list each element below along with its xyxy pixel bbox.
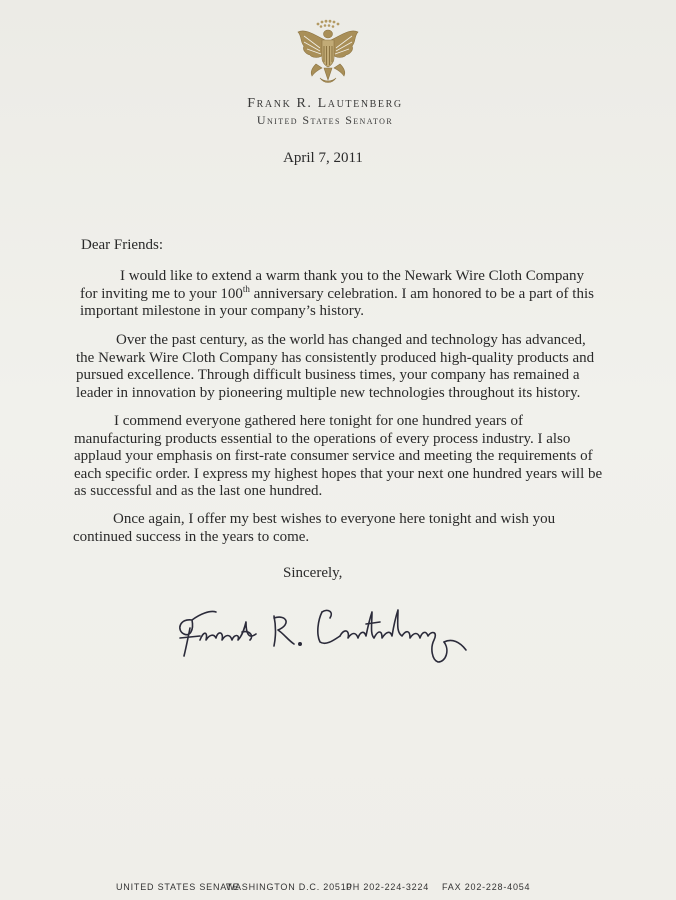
paragraph-1-text-b: anniversary celebration. I am honored to be a part of this important milestone in your company’s history. xyxy=(80,285,594,319)
handwritten-signature xyxy=(170,590,490,680)
letter-date: April 7, 2011 xyxy=(283,150,363,166)
us-senate-eagle-seal-icon xyxy=(292,18,364,90)
paragraph-1-text-a: I would like to extend a warm thank you to the Newark Wire Cloth Company for inviting me to your 100 xyxy=(80,268,585,302)
paragraph-2: Over the past century, as the world has changed and technology has advanced, the Newark Wire Cloth Company has consistently produced high-quality products and pursued excellence. Through difficult business times, your company has remained a leader in innovation by pioneering multiple new technologies throughout its history. xyxy=(76,332,595,401)
paragraph-3: I commend everyone gathered here tonight for one hundred years of manufacturing products essential to the operations of every process industry. I also applaud your emphasis on first-rate consumer service and meeting the requirements of each specific order. I express my highest hopes that your next one hundred years will be as successful and as the last one hundred. xyxy=(74,413,603,499)
footer-address: WASHINGTON D.C. 20510 xyxy=(226,882,353,892)
footer-fax: FAX 202-228-4054 xyxy=(442,882,531,892)
footer-office: UNITED STATES SENATE xyxy=(116,882,240,892)
closing: Sincerely, xyxy=(283,565,343,581)
footer-phone: PH 202-224-3224 xyxy=(346,882,430,892)
ordinal-suffix: th xyxy=(242,283,250,294)
salutation: Dear Friends: xyxy=(81,237,164,253)
paragraph-4: Once again, I offer my best wishes to everyone here tonight and wish you continued success in the years to come. xyxy=(73,511,556,545)
sender-name: Frank R. Lautenberg xyxy=(247,96,403,111)
paragraph-1 xyxy=(80,268,600,321)
sender-title: United States Senator xyxy=(256,113,394,127)
